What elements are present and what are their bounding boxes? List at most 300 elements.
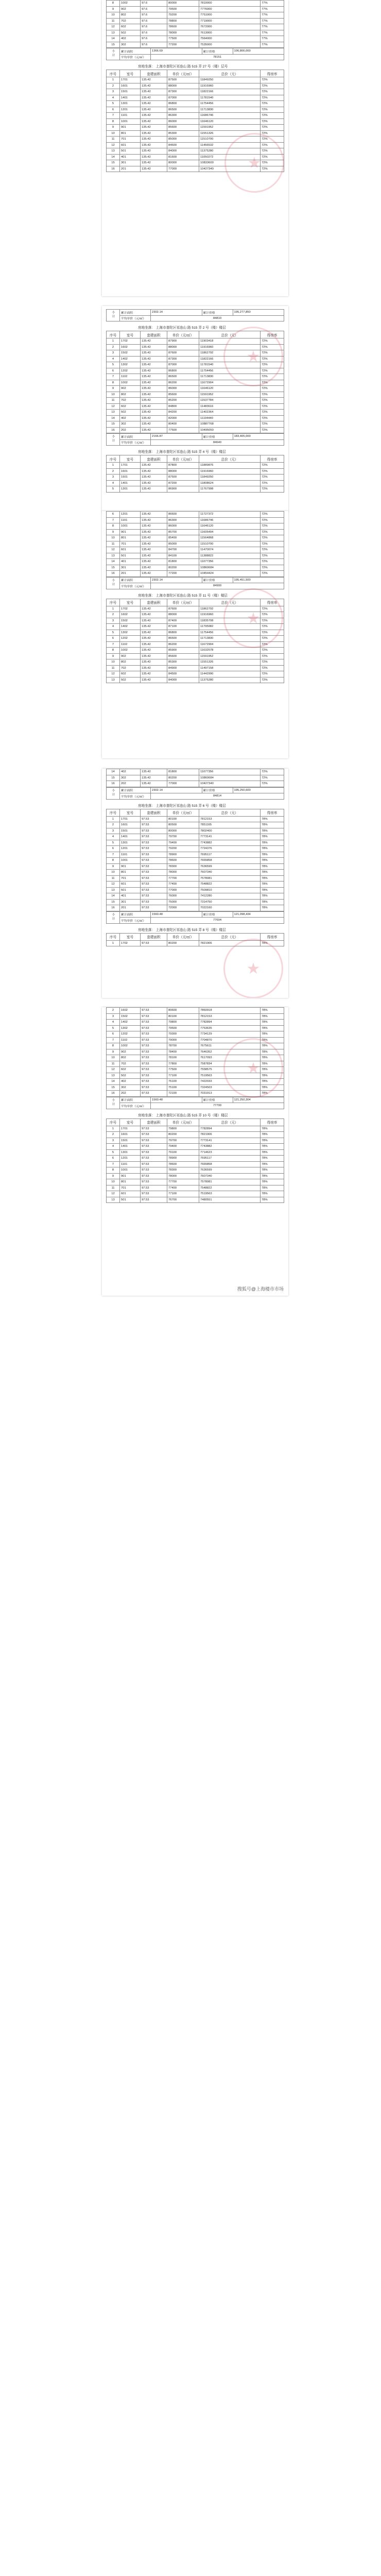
table-cell: 79200 bbox=[167, 12, 199, 19]
table-cell: 4 bbox=[107, 356, 120, 362]
table-row bbox=[107, 1025, 284, 1031]
table-cell: 12 bbox=[107, 671, 120, 677]
summary-table bbox=[106, 48, 284, 60]
table-cell: 11077356 bbox=[199, 769, 261, 775]
table-cell: 11822166 bbox=[199, 356, 261, 362]
table-cell: 7812153 bbox=[199, 1013, 261, 1020]
building-title: 房地坐落： 上海市普陀区祁连山 路 515 弄 2 号（楼）楼层 bbox=[138, 326, 226, 330]
table-cell: 97.6 bbox=[141, 18, 167, 24]
table-cell: 135.42 bbox=[141, 648, 167, 654]
table-cell: 85200 bbox=[167, 398, 199, 404]
table-cell: 72% bbox=[261, 160, 284, 166]
table-cell: 78% bbox=[261, 1025, 284, 1031]
table-cell: 1602 bbox=[120, 344, 141, 350]
table-row bbox=[107, 840, 284, 846]
table-cell: 13 bbox=[107, 553, 120, 559]
table-cell: 901 bbox=[120, 1173, 141, 1179]
table-cell: 7412280 bbox=[199, 893, 261, 900]
table-cell: 80500 bbox=[167, 822, 199, 828]
table-cell: 135.42 bbox=[141, 160, 167, 166]
table-cell: 901 bbox=[120, 529, 141, 535]
table-cell: 135.42 bbox=[141, 659, 167, 666]
table-cell: 11605494 bbox=[199, 529, 261, 535]
column-header: 得房率 bbox=[261, 331, 284, 338]
table-cell: 72% bbox=[261, 344, 284, 350]
table-cell: 7695117 bbox=[199, 852, 261, 858]
table-cell: 78% bbox=[261, 863, 284, 870]
table-row bbox=[107, 535, 284, 541]
table-cell: 72% bbox=[261, 118, 284, 125]
table-cell: 135.42 bbox=[141, 137, 167, 143]
table-cell: 80600 bbox=[167, 1008, 199, 1014]
table-cell: 3 bbox=[107, 89, 120, 95]
table-cell: 135.42 bbox=[141, 630, 167, 636]
table-cell: 86200 bbox=[167, 641, 199, 648]
table-cell: 78% bbox=[261, 846, 284, 852]
table-cell: 1702 bbox=[120, 606, 141, 612]
table-cell: 72% bbox=[261, 775, 284, 781]
table-cell: 85000 bbox=[167, 137, 199, 143]
table-cell: 135.42 bbox=[141, 781, 167, 787]
table-cell: 77% bbox=[261, 24, 284, 30]
table-cell: 72% bbox=[261, 653, 284, 659]
table-cell: 77700 bbox=[167, 1179, 199, 1185]
table-cell: 135.42 bbox=[141, 529, 167, 535]
table-cell: 77800 bbox=[167, 1061, 199, 1067]
table-cell: 1601 bbox=[120, 468, 141, 474]
table-cell: 15 bbox=[107, 1084, 120, 1091]
table-row bbox=[107, 463, 284, 469]
table-cell: 1601 bbox=[120, 822, 141, 828]
table-cell: 11 bbox=[107, 137, 120, 143]
table-cell: 11781540 bbox=[199, 95, 261, 101]
table-cell: 97.6 bbox=[141, 24, 167, 30]
table-cell: 1502 bbox=[120, 1013, 141, 1020]
table-cell: 78% bbox=[261, 1043, 284, 1049]
building-title: 房地坐落： 上海市普陀区祁连山 路 515 弄 27 号（楼）层号 bbox=[138, 65, 228, 69]
table-cell: 97.53 bbox=[141, 1055, 167, 1061]
table-cell: 77200 bbox=[167, 571, 199, 577]
table-cell: 7314750 bbox=[199, 899, 261, 905]
table-cell: 7665858 bbox=[199, 858, 261, 864]
table-cell: 11 bbox=[107, 541, 120, 547]
table-cell: 10 bbox=[107, 535, 120, 541]
table-cell: 11767998 bbox=[199, 486, 261, 493]
table-cell: 7578081 bbox=[199, 875, 261, 882]
subtotal-label: 小计 bbox=[107, 310, 120, 321]
table-cell: 135.42 bbox=[141, 77, 167, 83]
column-header: 总价（元） bbox=[199, 933, 261, 940]
table-cell: 15 bbox=[107, 565, 120, 571]
table-cell: 135.42 bbox=[141, 427, 167, 433]
table-cell: 7751000 bbox=[199, 12, 261, 19]
table-cell: 1702 bbox=[120, 338, 141, 345]
table-cell: 11646120 bbox=[199, 523, 261, 530]
column-header: 套建面积 bbox=[141, 331, 167, 338]
table-cell: 78% bbox=[261, 1049, 284, 1055]
table-cell: 78000 bbox=[167, 1173, 199, 1179]
table-row bbox=[107, 677, 284, 683]
table-cell: 77% bbox=[261, 30, 284, 36]
table-cell: 302 bbox=[120, 775, 141, 781]
table-cell: 2 bbox=[107, 1008, 120, 1014]
table-cell: 11375280 bbox=[199, 677, 261, 683]
table-cell: 72% bbox=[261, 665, 284, 671]
table-cell: 85900 bbox=[167, 648, 199, 654]
table-cell: 81800 bbox=[167, 769, 199, 775]
table-cell: 2 bbox=[107, 612, 120, 618]
table-cell: 135.42 bbox=[141, 83, 167, 89]
table-cell: 72% bbox=[261, 535, 284, 541]
table-cell: 1001 bbox=[120, 1167, 141, 1174]
table-cell: 11632578 bbox=[199, 648, 261, 654]
table-cell: 88000 bbox=[167, 612, 199, 618]
table-cell: 7810000 bbox=[199, 1, 261, 7]
table-cell: 86000 bbox=[167, 118, 199, 125]
table-cell: 79100 bbox=[167, 1149, 199, 1156]
table-cell: 11862792 bbox=[199, 350, 261, 357]
table-row bbox=[107, 653, 284, 659]
table-row bbox=[107, 822, 284, 828]
table-row bbox=[107, 665, 284, 671]
table-row bbox=[107, 828, 284, 834]
table-cell: 601 bbox=[120, 547, 141, 553]
table-cell: 802 bbox=[120, 659, 141, 666]
price-total-value: 121,250,304 bbox=[233, 1097, 284, 1103]
table-cell: 72% bbox=[261, 77, 284, 83]
table-cell: 1 bbox=[107, 606, 120, 612]
table-row bbox=[107, 480, 284, 486]
price-total-value: 106,806,000 bbox=[233, 48, 284, 55]
table-cell: 16 bbox=[107, 571, 120, 577]
table-cell: 7 bbox=[107, 1037, 120, 1043]
table-cell: 1601 bbox=[120, 83, 141, 89]
table-cell: 7773141 bbox=[199, 834, 261, 840]
table-cell: 72% bbox=[261, 565, 284, 571]
table-cell: 72% bbox=[261, 480, 284, 486]
table-cell: 2 bbox=[107, 344, 120, 350]
table-cell: 402 bbox=[120, 769, 141, 775]
area-total-label: 累计面积 bbox=[120, 48, 151, 55]
table-cell: 11646120 bbox=[199, 386, 261, 392]
table-cell: 97.53 bbox=[141, 882, 167, 888]
area-total-value: 2302.14 bbox=[151, 577, 202, 583]
table-cell: 7782894 bbox=[199, 1126, 261, 1132]
table-row bbox=[107, 1138, 284, 1144]
table-cell: 701 bbox=[120, 1185, 141, 1191]
table-cell: 5 bbox=[107, 630, 120, 636]
table-cell: 1301 bbox=[120, 486, 141, 493]
table-cell: 78% bbox=[261, 887, 284, 893]
table-row bbox=[107, 101, 284, 107]
table-cell: 97.53 bbox=[141, 1061, 167, 1067]
table-cell: 7607340 bbox=[199, 870, 261, 876]
table-cell: 77% bbox=[261, 6, 284, 12]
table-cell: 12 bbox=[107, 142, 120, 148]
table-row bbox=[107, 858, 284, 864]
table-cell: 502 bbox=[120, 410, 141, 416]
table-cell: 135.42 bbox=[141, 403, 167, 410]
table-cell: 79200 bbox=[167, 846, 199, 852]
table-cell: 75100 bbox=[167, 1084, 199, 1091]
table-cell: 12 bbox=[107, 882, 120, 888]
column-header: 序号 bbox=[107, 70, 120, 77]
table-cell: 3 bbox=[107, 474, 120, 481]
table-cell: 14 bbox=[107, 1079, 120, 1085]
table-cell: 72% bbox=[261, 421, 284, 428]
table-cell: 87000 bbox=[167, 95, 199, 101]
table-row bbox=[107, 1132, 284, 1138]
table-cell: 87500 bbox=[167, 474, 199, 481]
table-cell: 86000 bbox=[167, 523, 199, 530]
table-cell: 201 bbox=[120, 166, 141, 172]
table-cell: 5 bbox=[107, 840, 120, 846]
official-seal-icon: ★ bbox=[224, 133, 284, 193]
table-cell: 202 bbox=[120, 1091, 141, 1097]
table-cell: 12 bbox=[107, 403, 120, 410]
table-cell: 72% bbox=[261, 362, 284, 368]
table-cell: 1501 bbox=[120, 474, 141, 481]
table-cell: 135.42 bbox=[141, 474, 167, 481]
table-cell: 135.42 bbox=[141, 386, 167, 392]
table-cell: 7714623 bbox=[199, 1149, 261, 1156]
table-cell: 135.42 bbox=[141, 565, 167, 571]
table-cell: 201 bbox=[120, 571, 141, 577]
table-cell: 11822166 bbox=[199, 89, 261, 95]
table-cell: 7 bbox=[107, 641, 120, 648]
table-row bbox=[107, 775, 284, 781]
table-row bbox=[107, 1185, 284, 1191]
table-row bbox=[107, 529, 284, 535]
table-cell: 8 bbox=[107, 380, 120, 386]
table-cell: 135.42 bbox=[141, 142, 167, 148]
table-cell: 135.42 bbox=[141, 398, 167, 404]
table-cell: 1201 bbox=[120, 512, 141, 518]
table-cell: 80200 bbox=[167, 565, 199, 571]
column-header: 单价（元/㎡） bbox=[167, 1118, 199, 1126]
table-cell: 9 bbox=[107, 386, 120, 392]
table-cell: 4 bbox=[107, 1020, 120, 1026]
price-total-label: 累计价格 bbox=[202, 577, 233, 583]
table-cell: 402 bbox=[120, 36, 141, 42]
table-cell: 12 bbox=[107, 547, 120, 553]
table-cell: 78% bbox=[261, 1138, 284, 1144]
table-row bbox=[107, 1179, 284, 1185]
table-row bbox=[107, 1126, 284, 1132]
table-cell: 8 bbox=[107, 523, 120, 530]
table-cell: 87300 bbox=[167, 356, 199, 362]
table-cell: 84000 bbox=[167, 148, 199, 155]
subtotal-label: 小计 bbox=[107, 1097, 120, 1109]
table-cell: 78% bbox=[261, 1156, 284, 1162]
official-seal-icon: ★ bbox=[223, 1038, 283, 1098]
area-total-label: 累计面积 bbox=[120, 911, 151, 918]
table-cell: 78400 bbox=[167, 1049, 199, 1055]
table-row bbox=[107, 899, 284, 905]
table-row bbox=[107, 565, 284, 571]
table-cell: 78% bbox=[261, 870, 284, 876]
table-header-row bbox=[107, 1118, 284, 1126]
table-cell: 72% bbox=[261, 468, 284, 474]
document-page-2 bbox=[102, 306, 288, 512]
document-page-1 bbox=[102, 0, 288, 296]
table-cell: 10860684 bbox=[199, 775, 261, 781]
table-cell: 10495050 bbox=[199, 427, 261, 433]
price-total-value: 121,098,434 bbox=[233, 911, 284, 918]
summary-table bbox=[106, 577, 284, 589]
table-row bbox=[107, 1013, 284, 1020]
table-cell: 10427340 bbox=[199, 781, 261, 787]
avg-price-label: 平均单价（元/㎡） bbox=[120, 54, 151, 60]
table-row bbox=[107, 6, 284, 12]
building-title: 房地坐落： 上海市普陀区祁连山 路 515 弄 8 号（楼）楼层 bbox=[138, 928, 226, 932]
table-cell: 72% bbox=[261, 636, 284, 642]
summary-table bbox=[106, 787, 284, 800]
table-cell: 97.53 bbox=[141, 822, 167, 828]
table-cell: 7548822 bbox=[199, 1185, 261, 1191]
table-cell: 77% bbox=[261, 12, 284, 19]
table-row bbox=[107, 846, 284, 852]
table-row bbox=[107, 1156, 284, 1162]
table-cell: 702 bbox=[120, 665, 141, 671]
table-cell: 81800 bbox=[167, 559, 199, 565]
table-cell: 72% bbox=[261, 356, 284, 362]
table-cell: 78% bbox=[261, 1179, 284, 1185]
table-cell: 85600 bbox=[167, 653, 199, 659]
table-row bbox=[107, 77, 284, 83]
price-total-value: 183,405,000 bbox=[233, 434, 284, 440]
table-cell: 87600 bbox=[167, 350, 199, 357]
table-cell: 85300 bbox=[167, 130, 199, 137]
table-cell: 77% bbox=[261, 36, 284, 42]
area-total-label: 累计面积 bbox=[120, 434, 151, 440]
table-cell: 10 bbox=[107, 12, 120, 19]
table-cell: 97.53 bbox=[141, 887, 167, 893]
table-cell: 135.42 bbox=[141, 480, 167, 486]
table-cell: 77000 bbox=[167, 887, 199, 893]
table-cell: 7636599 bbox=[199, 1167, 261, 1174]
table-cell: 501 bbox=[120, 1197, 141, 1203]
table-cell: 15 bbox=[107, 160, 120, 166]
table-cell: 97.53 bbox=[141, 863, 167, 870]
column-header: 单价（元/㎡） bbox=[167, 455, 199, 463]
price-total-label: 累计价格 bbox=[202, 911, 233, 918]
table-cell: 11754456 bbox=[199, 630, 261, 636]
table-cell: 97.53 bbox=[141, 1149, 167, 1156]
table-cell: 78% bbox=[261, 1037, 284, 1043]
price-total-label: 累计价格 bbox=[202, 787, 233, 793]
table-continuation bbox=[106, 0, 284, 60]
table-cell: 77500 bbox=[167, 36, 199, 42]
table-cell: 72% bbox=[261, 107, 284, 113]
table-cell: 135.42 bbox=[141, 107, 167, 113]
table-cell: 2 bbox=[107, 83, 120, 89]
table-cell: 87900 bbox=[167, 338, 199, 345]
table-cell: 81600 bbox=[167, 154, 199, 160]
table-cell: 7743882 bbox=[199, 840, 261, 846]
table-cell: 78% bbox=[261, 1132, 284, 1138]
table-cell: 5 bbox=[107, 486, 120, 493]
area-total-value: 2302.14 bbox=[151, 787, 202, 793]
table-cell: 802 bbox=[120, 12, 141, 19]
table-cell: 201 bbox=[120, 905, 141, 911]
table-cell: 10454424 bbox=[199, 571, 261, 577]
table-cell: 11050272 bbox=[199, 154, 261, 160]
table-cell: 11835708 bbox=[199, 618, 261, 624]
table-cell: 7 bbox=[107, 374, 120, 380]
table-cell: 7324503 bbox=[199, 1084, 261, 1091]
table-cell: 1101 bbox=[120, 113, 141, 119]
table-cell: 301 bbox=[120, 160, 141, 166]
price-total-label: 累计价格 bbox=[202, 434, 233, 440]
table-cell: 78% bbox=[261, 1191, 284, 1197]
column-header: 室号 bbox=[120, 809, 141, 816]
table-cell: 72% bbox=[261, 671, 284, 677]
table-cell: 72% bbox=[261, 101, 284, 107]
column-header: 单价（元/㎡） bbox=[167, 933, 199, 940]
table-cell: 5 bbox=[107, 362, 120, 368]
table-cell: 1202 bbox=[120, 1031, 141, 1038]
area-total-label: 累计面积 bbox=[120, 577, 151, 583]
table-row bbox=[107, 517, 284, 523]
table-cell: 1102 bbox=[120, 641, 141, 648]
table-cell: 77% bbox=[261, 1, 284, 7]
table-cell: 13 bbox=[107, 677, 120, 683]
table-header-row bbox=[107, 809, 284, 816]
table-cell: 9 bbox=[107, 529, 120, 535]
table-row bbox=[107, 870, 284, 876]
table-cell: 10 bbox=[107, 1055, 120, 1061]
table-cell: 8 bbox=[107, 1043, 120, 1049]
table-cell: 402 bbox=[120, 1079, 141, 1085]
table-cell: 97.6 bbox=[141, 36, 167, 42]
table-cell: 78% bbox=[261, 816, 284, 822]
table-cell: 77700 bbox=[167, 875, 199, 882]
table-cell: 72% bbox=[261, 166, 284, 172]
table-cell: 16 bbox=[107, 781, 120, 787]
table-cell: 1302 bbox=[120, 362, 141, 368]
table-cell: 4 bbox=[107, 834, 120, 840]
subtotal-label: 小计 bbox=[107, 787, 120, 799]
table-cell: 97.53 bbox=[141, 816, 167, 822]
table-cell: 78600 bbox=[167, 1161, 199, 1167]
table-cell: 97.53 bbox=[141, 1079, 167, 1085]
table-cell: 77100 bbox=[167, 1073, 199, 1079]
table-cell: 7607340 bbox=[199, 1173, 261, 1179]
table-cell: 78% bbox=[261, 1031, 284, 1038]
table-cell: 7821906 bbox=[199, 940, 261, 946]
table-row bbox=[107, 1167, 284, 1174]
document-page-5 bbox=[102, 1007, 288, 1296]
table-cell: 11713830 bbox=[199, 374, 261, 380]
table-cell: 72% bbox=[261, 606, 284, 612]
table-cell: 11808624 bbox=[199, 480, 261, 486]
table-cell: 78800 bbox=[167, 18, 199, 24]
table-cell: 601 bbox=[120, 1191, 141, 1197]
table-cell: 135.42 bbox=[141, 125, 167, 131]
table-cell: 902 bbox=[120, 386, 141, 392]
table-cell: 1401 bbox=[120, 480, 141, 486]
table-cell: 72% bbox=[261, 547, 284, 553]
table-cell: 97.6 bbox=[141, 12, 167, 19]
avg-price-label: 平均单价（元/㎡） bbox=[120, 315, 151, 321]
table-cell: 7646352 bbox=[199, 1049, 261, 1055]
table-cell: 84200 bbox=[167, 410, 199, 416]
table-cell: 135.42 bbox=[141, 541, 167, 547]
table-row bbox=[107, 834, 284, 840]
table-cell: 6 bbox=[107, 512, 120, 518]
table-cell: 1502 bbox=[120, 350, 141, 357]
